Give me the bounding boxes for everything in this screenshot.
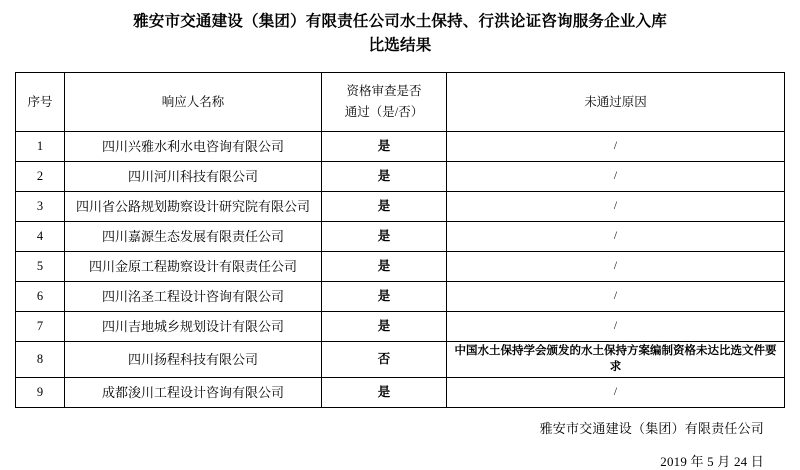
page-title [14, 10, 786, 58]
cell-reason: / [447, 252, 785, 282]
column-header-reason: 未通过原因 [447, 73, 785, 132]
results-table [15, 72, 785, 408]
column-header-name: 响应人名称 [65, 73, 322, 132]
table-row [16, 162, 785, 192]
table-row [16, 282, 785, 312]
cell-index: 7 [16, 312, 65, 342]
cell-name: 四川吉地城乡规划设计有限公司 [65, 312, 322, 342]
cell-reason: / [447, 132, 785, 162]
cell-pass: 是 [322, 282, 447, 312]
cell-reason: / [447, 192, 785, 222]
signature-line: 雅安市交通建设（集团）有限责任公司 [539, 421, 764, 437]
date-line: 2019 年 5 月 24 日 [660, 454, 764, 470]
cell-name: 成都浚川工程设计咨询有限公司 [65, 378, 322, 408]
page-title-line-2: 比选结果 [368, 37, 432, 55]
column-header-pass [322, 73, 447, 132]
cell-pass: 是 [322, 162, 447, 192]
cell-index: 5 [16, 252, 65, 282]
cell-pass: 否 [322, 342, 447, 378]
table-row [16, 192, 785, 222]
cell-index: 2 [16, 162, 65, 192]
cell-name: 四川金原工程勘察设计有限责任公司 [65, 252, 322, 282]
cell-index: 3 [16, 192, 65, 222]
table-row [16, 222, 785, 252]
page-title-line-1: 雅安市交通建设（集团）有限责任公司水土保持、行洪论证咨询服务企业入库 [133, 13, 667, 30]
cell-pass: 是 [322, 192, 447, 222]
cell-index: 4 [16, 222, 65, 252]
table-row [16, 132, 785, 162]
cell-reason: 中国水土保持学会颁发的水土保持方案编制资格未达比选文件要求 [447, 342, 785, 378]
cell-name: 四川洺圣工程设计咨询有限公司 [65, 282, 322, 312]
column-header-pass-line-1: 资格审查是否 [346, 83, 422, 98]
cell-name: 四川嘉源生态发展有限责任公司 [65, 222, 322, 252]
cell-pass: 是 [322, 378, 447, 408]
cell-index: 8 [16, 342, 65, 378]
cell-index: 9 [16, 378, 65, 408]
cell-reason: / [447, 378, 785, 408]
cell-name: 四川河川科技有限公司 [65, 162, 322, 192]
cell-name: 四川省公路规划勘察设计研究院有限公司 [65, 192, 322, 222]
cell-pass: 是 [322, 252, 447, 282]
cell-index: 1 [16, 132, 65, 162]
table-header-row [16, 73, 785, 132]
table-row [16, 252, 785, 282]
table-row [16, 312, 785, 342]
column-header-index: 序号 [16, 73, 65, 132]
cell-pass: 是 [322, 132, 447, 162]
cell-reason: / [447, 312, 785, 342]
cell-pass: 是 [322, 222, 447, 252]
cell-pass: 是 [322, 312, 447, 342]
table-row [16, 342, 785, 378]
cell-reason: / [447, 282, 785, 312]
document-page [0, 10, 800, 470]
cell-reason: / [447, 162, 785, 192]
cell-reason: / [447, 222, 785, 252]
table-body [16, 132, 785, 408]
cell-name: 四川扬程科技有限公司 [65, 342, 322, 378]
table-row [16, 378, 785, 408]
column-header-pass-line-2: 通过（是/否） [344, 105, 424, 120]
cell-index: 6 [16, 282, 65, 312]
cell-name: 四川兴雅水利水电咨询有限公司 [65, 132, 322, 162]
table-header [16, 73, 785, 132]
